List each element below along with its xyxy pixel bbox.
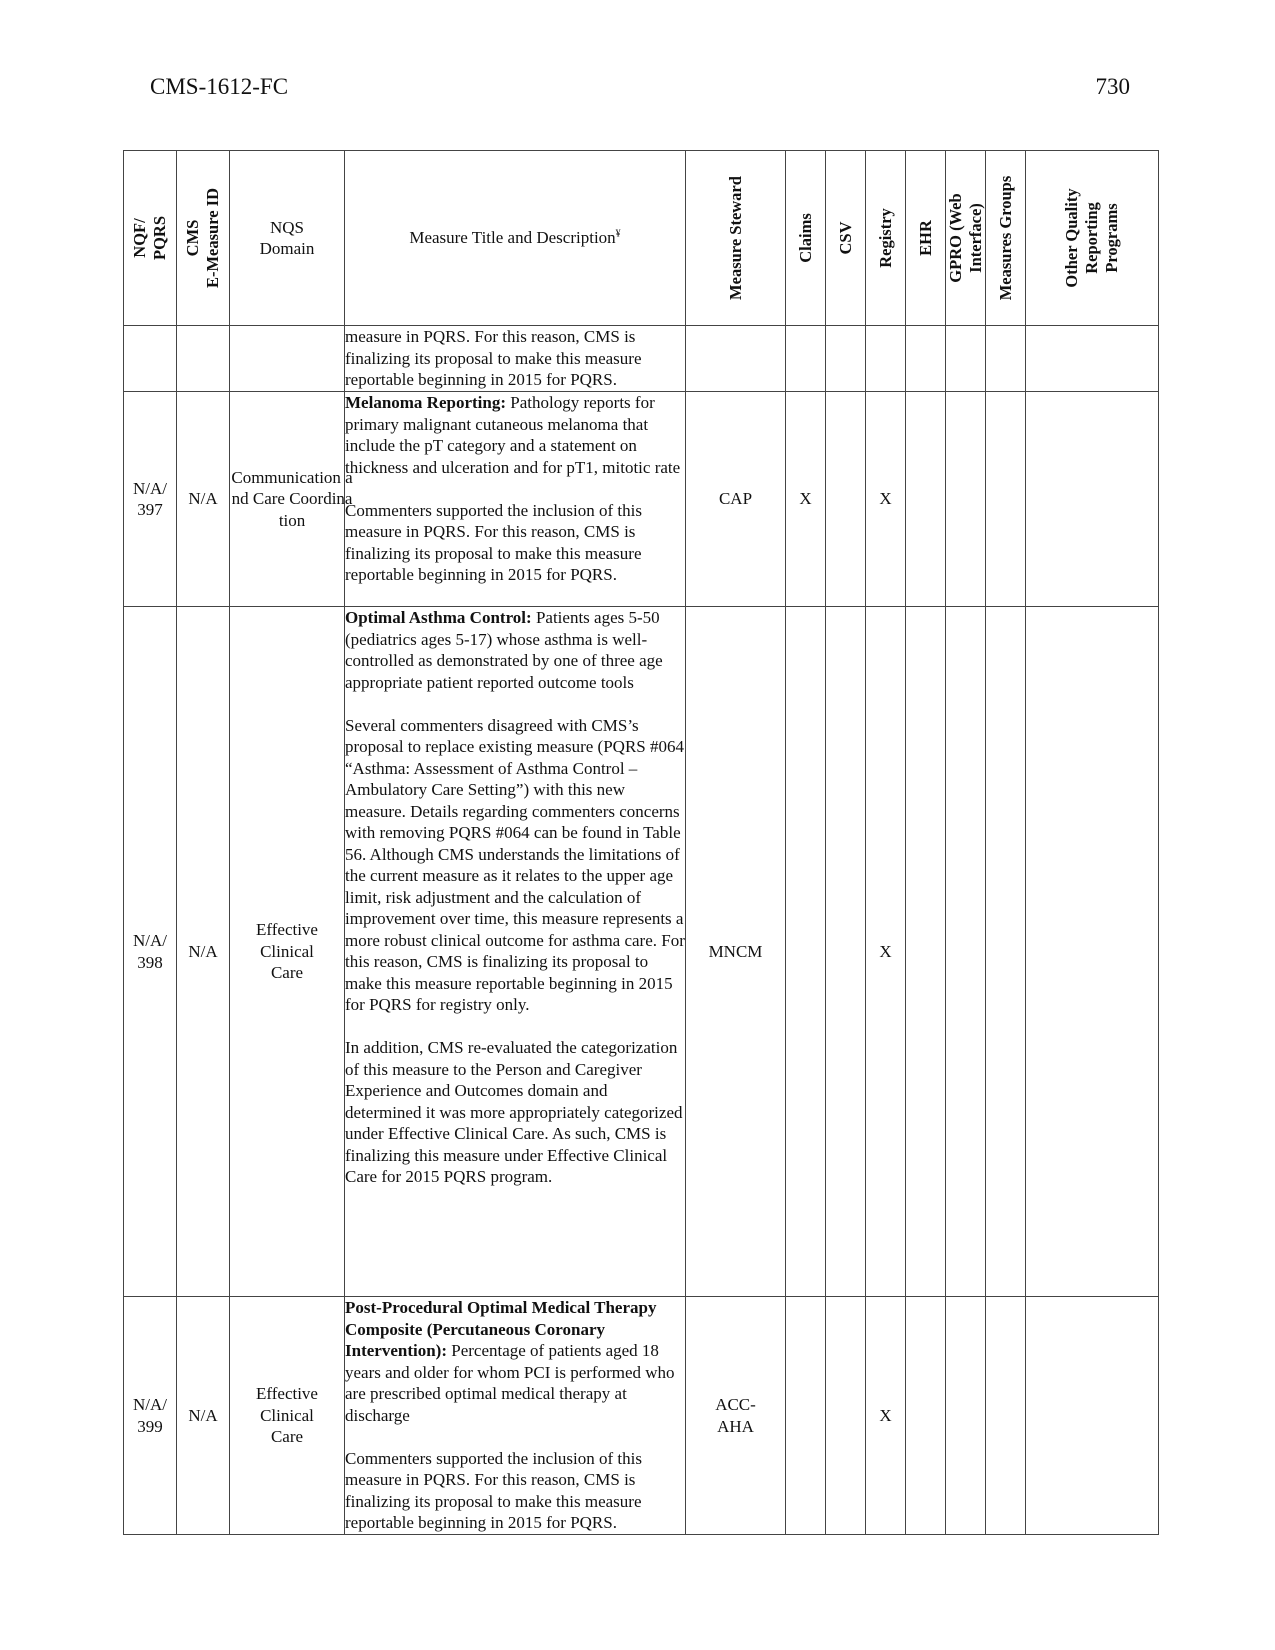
- col-header-measure-steward: Measure Steward: [686, 151, 786, 326]
- cell-registry: X: [866, 392, 906, 607]
- col-header-measures-groups: Measures Groups: [986, 151, 1026, 326]
- description-lead: Optimal Asthma Control: Patients ages 5-50 (pediatrics ages 5-17) whose asthma is well-controlled as demonstrated by one of three age appropriate patient reported outcome tools: [345, 608, 663, 692]
- cell-claims: [786, 607, 826, 1297]
- cell-cms-id: N/A: [177, 1297, 230, 1535]
- header-row: [124, 151, 1159, 326]
- description-paragraph: measure in PQRS. For this reason, CMS is finalizing its proposal to make this measure reportable beginning in 2015 for PQRS.: [345, 327, 642, 389]
- col-header-cms-emeasure-id: CMS E-Measure ID: [177, 151, 230, 326]
- cell-domain: [230, 326, 345, 392]
- col-header-gpro: GPRO (Web Interface): [946, 151, 986, 326]
- col-header-ehr: EHR: [906, 151, 946, 326]
- cell-measures-groups: [986, 607, 1026, 1297]
- cell-description: [345, 392, 686, 607]
- description-lead: Melanoma Reporting: Pathology reports for primary malignant cutaneous melanoma that include the pT category and a statement on thickness and ulceration and for pT1, mitotic rate: [345, 393, 681, 477]
- cell-steward: MNCM: [686, 607, 786, 1297]
- cell-registry: [866, 326, 906, 392]
- cell-measures-groups: [986, 1297, 1026, 1535]
- col-header-nqs-domain: NQS Domain: [230, 151, 345, 326]
- measures-table: [123, 150, 1159, 1535]
- col-header-other-programs: Other Quality Reporting Programs: [1026, 151, 1159, 326]
- measure-title: Post-Procedural Optimal Medical Therapy Composite (Percutaneous Coronary Intervention):: [345, 1298, 657, 1360]
- cell-cms-id: N/A: [177, 607, 230, 1297]
- cell-gpro: [946, 326, 986, 392]
- cell-nqf: N/A/397: [124, 392, 177, 607]
- cell-nqf: [124, 326, 177, 392]
- cell-other-programs: [1026, 607, 1159, 1297]
- cell-ehr: [906, 607, 946, 1297]
- cell-cms-id: N/A: [177, 392, 230, 607]
- cell-steward: CAP: [686, 392, 786, 607]
- col-header-claims: Claims: [786, 151, 826, 326]
- cell-nqf: N/A/398: [124, 607, 177, 1297]
- cell-csv: [826, 392, 866, 607]
- cell-claims: [786, 326, 826, 392]
- description-paragraph: Commenters supported the inclusion of this measure in PQRS. For this reason, CMS is finalizing its proposal to make this measure reportable beginning in 2015 for PQRS.: [345, 500, 642, 584]
- description-paragraph: Commenters supported the inclusion of this measure in PQRS. For this reason, CMS is finalizing its proposal to make this measure reportable beginning in 2015 for PQRS.: [345, 1448, 642, 1532]
- cell-csv: [826, 607, 866, 1297]
- cell-claims: X: [786, 392, 826, 607]
- document-id: CMS-1612-FC: [150, 74, 289, 99]
- cell-csv: [826, 1297, 866, 1535]
- cell-other-programs: [1026, 326, 1159, 392]
- cell-description: [345, 326, 686, 392]
- cell-steward: [686, 326, 786, 392]
- description-lead: Post-Procedural Optimal Medical Therapy Composite (Percutaneous Coronary Intervention): Percentage of patients aged 18 years and older for whom PCI is performed who are prescribed optimal medical therapy at discharge: [345, 1298, 675, 1425]
- cell-description: [345, 1297, 686, 1535]
- col-header-registry: Registry: [866, 151, 906, 326]
- col-header-measure-title: Measure Title and Description¥: [345, 151, 686, 326]
- cell-steward: ACC-AHA: [686, 1297, 786, 1535]
- page-header: [150, 74, 1130, 104]
- cell-gpro: [946, 607, 986, 1297]
- cell-description: [345, 607, 686, 1297]
- cell-ehr: [906, 392, 946, 607]
- cell-other-programs: [1026, 1297, 1159, 1535]
- cell-cms-id: [177, 326, 230, 392]
- measure-title: Melanoma Reporting:: [345, 393, 507, 412]
- cell-claims: [786, 1297, 826, 1535]
- col-header-csv: CSV: [826, 151, 866, 326]
- cell-domain: Effective Clinical Care: [230, 607, 345, 1297]
- cell-csv: [826, 326, 866, 392]
- cell-registry: X: [866, 1297, 906, 1535]
- table-row: [124, 392, 1159, 607]
- cell-nqf: N/A/399: [124, 1297, 177, 1535]
- description-paragraph: In addition, CMS re-evaluated the categorization of this measure to the Person and Caregiver Experience and Outcomes domain and determined it was more appropriately categorized under Effective Clinical Care. As such, CMS is finalizing this measure under Effective Clinical Care for 2015 PQRS program.: [345, 1038, 683, 1186]
- col-header-nqf-pqrs: NQF/ PQRS: [124, 151, 177, 326]
- description-paragraph: Several commenters disagreed with CMS’s proposal to replace existing measure (PQRS #064 “Asthma: Assessment of Asthma Control – Ambulatory Care Setting”) with this new measure. Details regarding commenters concerns with removing PQRS #064 can be found in Table 56. Although CMS understands the limitations of the current measure as it relates to the upper age limit, risk adjustment and the calculation of improvement over time, this measure represents a more robust clinical outcome for asthma care. For this reason, CMS is finalizing its proposal to make this measure reportable beginning in 2015 for PQRS for registry only.: [345, 715, 685, 1014]
- cell-other-programs: [1026, 392, 1159, 607]
- cell-ehr: [906, 326, 946, 392]
- cell-ehr: [906, 1297, 946, 1535]
- cell-domain: Effective Clinical Care: [230, 1297, 345, 1535]
- table-row: [124, 607, 1159, 1297]
- measure-title: Optimal Asthma Control:: [345, 608, 532, 627]
- table-row: [124, 326, 1159, 392]
- page-number: 730: [1095, 74, 1130, 99]
- cell-gpro: [946, 392, 986, 607]
- cell-measures-groups: [986, 326, 1026, 392]
- cell-domain: Communication and Care Coordination: [230, 392, 345, 607]
- cell-registry: X: [866, 607, 906, 1297]
- table-row: [124, 1297, 1159, 1535]
- cell-gpro: [946, 1297, 986, 1535]
- cell-measures-groups: [986, 392, 1026, 607]
